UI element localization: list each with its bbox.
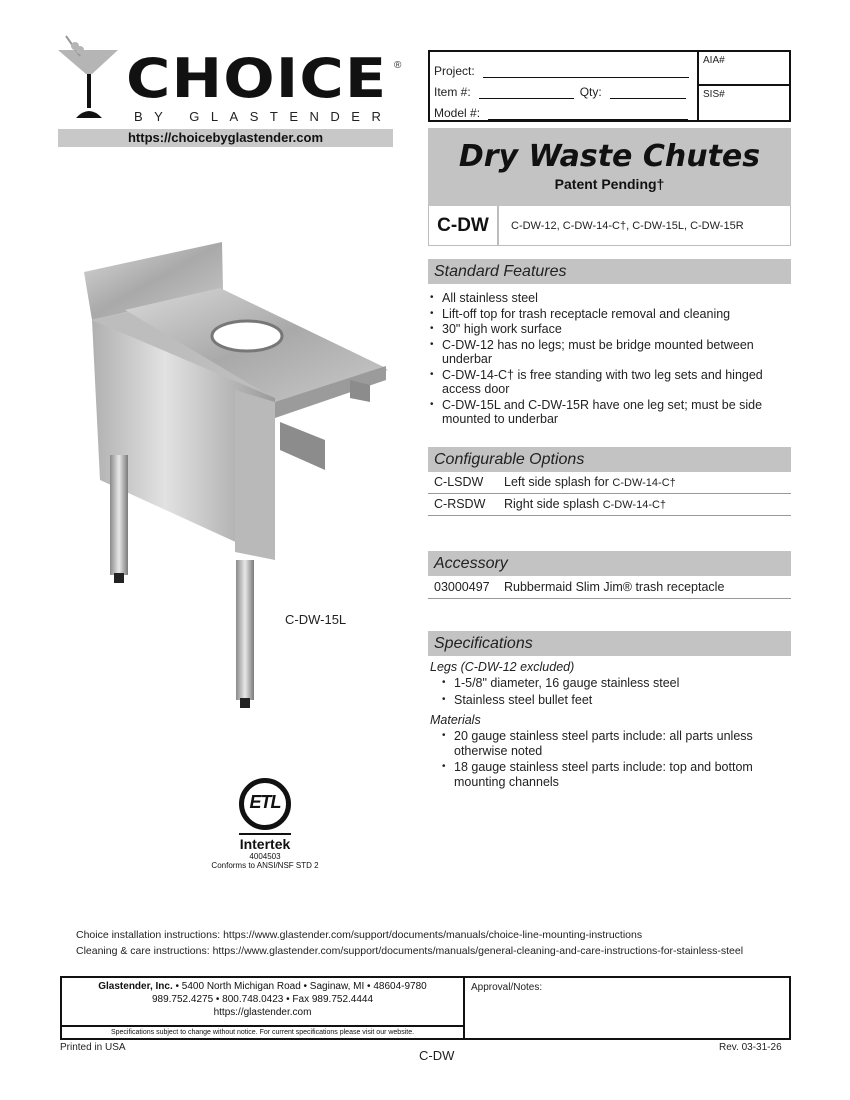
feature-item: • C-DW-14-C† is free standing with two leg sets and hinged access door — [430, 368, 792, 397]
title-block — [428, 128, 791, 206]
etl-certification — [200, 778, 330, 873]
revision-date: Rev. 03-31-26 — [719, 1042, 782, 1053]
feature-item: • C-DW-12 has no legs; must be bridge mounted between underbar — [430, 338, 792, 367]
phone-numbers: 989.752.4275 • 800.748.0423 • Fax 989.752.4444 — [151, 994, 374, 1005]
option-code: C-RSDW — [434, 497, 486, 511]
approval-notes-label: Approval/Notes: — [471, 982, 543, 993]
address: • 5400 North Michigan Road • Saginaw, MI • 48604-9780 — [172, 981, 427, 992]
project-codes — [699, 52, 789, 120]
option-row — [428, 472, 791, 494]
martini-glass-icon — [56, 34, 126, 122]
company-name: Glastender, Inc. — [98, 981, 173, 992]
product-caption: C-DW-15L — [285, 612, 347, 627]
instructions-links — [76, 927, 743, 959]
accessory-row — [428, 577, 791, 599]
model-label: Model #: — [434, 106, 481, 120]
project-label: Project: — [434, 64, 475, 78]
company-address — [62, 978, 463, 1025]
project-info-form — [428, 50, 791, 122]
option-code: C-LSDW — [434, 475, 484, 489]
divider — [239, 833, 291, 835]
item-label: Item #: — [434, 85, 471, 99]
configurable-options-table — [428, 472, 791, 516]
spec-item: • Stainless steel bullet feet — [442, 693, 792, 708]
spec-item: • 18 gauge stainless steel parts include: top and bottom mounting channels — [442, 760, 792, 789]
aia-field[interactable]: AIA# — [699, 52, 789, 86]
company-website-link[interactable]: https://glastender.com — [213, 1007, 312, 1018]
care-instructions-link[interactable]: Cleaning & care instructions: https://www.glastender.com/support/documents/manuals/general-cleaning-and-care-instructions-for-stainless-steel — [76, 945, 744, 957]
logo-wordmark: CHOICE — [126, 47, 388, 110]
printed-in: Printed in USA — [60, 1042, 126, 1053]
feature-item: • 30" high work surface — [430, 322, 792, 337]
spec-item: • 1-5/8" diameter, 16 gauge stainless steel — [442, 676, 792, 691]
product-photo-c-dw-15l — [70, 230, 390, 720]
option-desc: Left side splash for C-DW-14-C† — [504, 475, 676, 489]
accessory-desc: Rubbermaid Slim Jim® trash receptacle — [504, 580, 725, 594]
spec-item: • 20 gauge stainless steel parts include: all parts unless otherwise noted — [442, 729, 792, 758]
accessory-heading: Accessory — [428, 551, 791, 576]
spec-group-list — [442, 729, 792, 791]
model-input-line[interactable] — [488, 108, 688, 120]
project-input-line[interactable] — [483, 66, 689, 78]
patent-pending: Patent Pending† — [554, 176, 665, 192]
brand-url-link[interactable]: https://choicebyglastender.com — [58, 129, 393, 147]
option-row — [428, 494, 791, 516]
logo-subtitle: BY GLASTENDER — [134, 109, 393, 124]
page-code: C-DW — [419, 1048, 455, 1063]
model-list: C-DW-12, C-DW-14-C†, C-DW-15L, C-DW-15R — [511, 220, 744, 232]
project-row — [434, 57, 693, 78]
feature-item: • C-DW-15L and C-DW-15R have one leg set; must be side mounted to underbar — [430, 398, 792, 427]
specifications-heading: Specifications — [428, 631, 791, 656]
option-desc: Right side splash C-DW-14-C† — [504, 497, 667, 511]
spec-group-label: Materials — [430, 713, 481, 727]
approval-notes-field[interactable] — [465, 978, 789, 1038]
model-row — [434, 99, 693, 120]
model-series-code: C-DW — [429, 206, 499, 245]
spec-group-list — [442, 676, 792, 709]
standard-features-heading: Standard Features — [428, 259, 791, 284]
intertek-brand: Intertek — [239, 836, 291, 852]
feature-item: • All stainless steel — [430, 291, 792, 306]
footer-box — [60, 976, 791, 1040]
disclaimer: Specifications subject to change without notice. For current specifications please visit our website. — [62, 1025, 463, 1038]
model-series-row — [428, 206, 791, 246]
registered-mark: ® — [394, 60, 402, 71]
item-input-line[interactable] — [479, 87, 574, 99]
page-title: Dry Waste Chutes — [458, 139, 761, 174]
qty-input-line[interactable] — [610, 87, 686, 99]
standard-features-list — [430, 291, 792, 428]
configurable-options-heading: Configurable Options — [428, 447, 791, 472]
cert-number: 4004503 — [249, 852, 281, 861]
cert-conforms: Conforms to ANSI/NSF STD 2 — [211, 861, 319, 870]
install-instructions-link[interactable]: Choice installation instructions: https://www.glastender.com/support/documents/manuals/choice-line-mounting-instructions — [76, 929, 643, 941]
etl-logo-icon: ETL — [239, 778, 291, 830]
sis-field[interactable]: SIS# — [703, 89, 725, 100]
feature-item: • Lift-off top for trash receptacle removal and cleaning — [430, 307, 792, 322]
spec-group-label: Legs (C-DW-12 excluded) — [430, 660, 575, 674]
project-fields — [430, 52, 699, 120]
item-qty-row — [434, 78, 693, 99]
accessory-table — [428, 577, 791, 599]
accessory-code: 03000497 — [434, 580, 490, 594]
company-info — [62, 978, 465, 1038]
qty-label: Qty: — [579, 85, 602, 99]
choice-logo — [56, 34, 402, 129]
